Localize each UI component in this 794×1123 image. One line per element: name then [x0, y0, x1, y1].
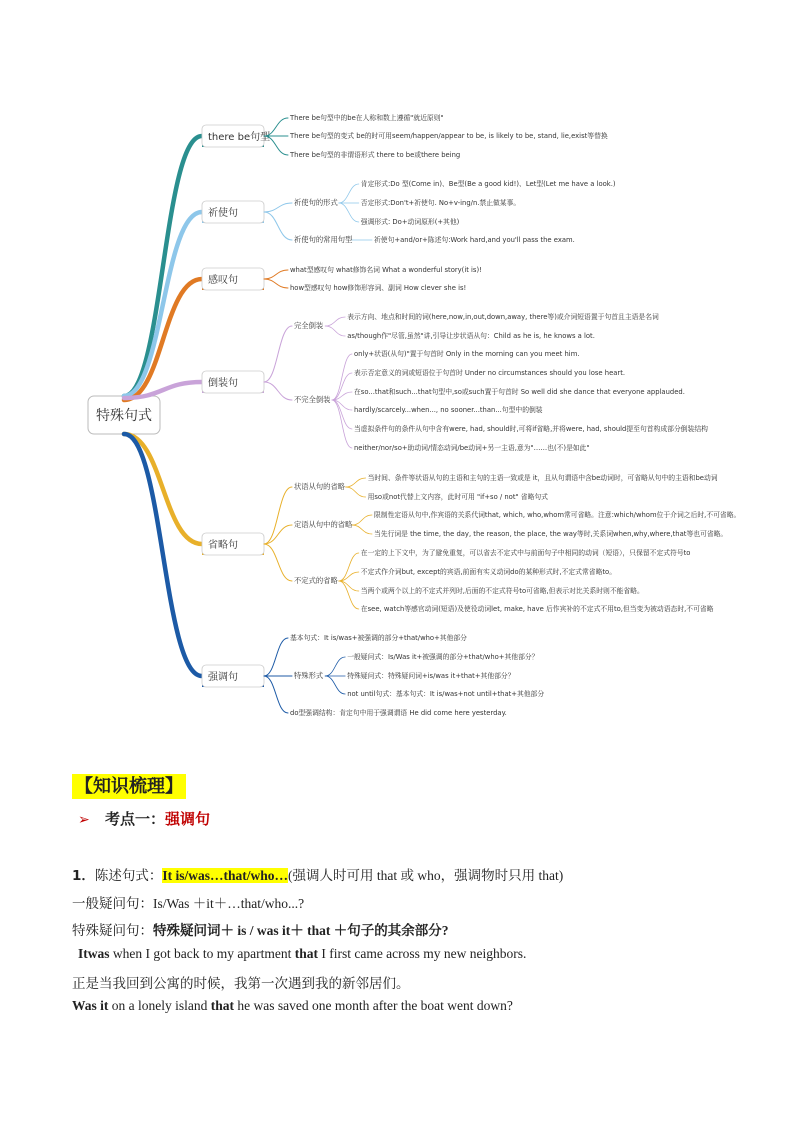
example-2-middle: on a lonely island	[108, 998, 211, 1013]
root-label: 特殊句式	[96, 408, 152, 424]
branch-label-5: 省略句	[208, 540, 238, 551]
leaf-line-6-1	[264, 638, 288, 676]
example-2-that: that	[210, 998, 234, 1013]
sub-line-4-2	[264, 382, 292, 400]
example-2-end: he was saved one month after the boat went down?	[234, 998, 513, 1013]
branch-label-4: 倒装句	[208, 378, 238, 389]
leaf-text-1-1: There be句型中的be在人称和数上遵循"就近原则"	[290, 114, 444, 122]
branch-line-1	[124, 136, 202, 396]
branch-label-1: there be句型	[208, 132, 271, 143]
sub-line-2-1	[264, 203, 292, 212]
leaf-line-5-2-1	[352, 515, 372, 525]
leaf-text-5-3-3: 当两个或两个以上的不定式并列时,后面的不定式符号to可省略,但表示对比关系时则不能省略。	[360, 587, 644, 595]
example-sentence-2	[72, 998, 513, 1014]
leaf-text-4-2-3: 在so...that和such...that句型中,so或such置于句首时 So well did she dance that everyone applauded.	[354, 388, 685, 396]
leaf-line-4-1-1	[325, 317, 345, 326]
leaf-text-4-2-5: 当虚拟条件句的条件从句中含有were, had, should时,可将if省略,并将were, had, should提至句首构成部分倒装结构	[354, 425, 708, 433]
wh-question-label: 特殊疑问句：	[72, 923, 153, 939]
wh-question-line	[72, 919, 449, 939]
example-2-was-it: Was it	[72, 998, 109, 1013]
leaf-text-4-1-2: as/though作"尽管,虽然"讲,引导让步状语从句：Child as he is, he knows a lot.	[347, 332, 595, 340]
leaf-text-3-2: how型感叹句 how修饰形容词、副词 How clever she is!	[290, 284, 467, 292]
branch-label-6: 强调句	[208, 672, 238, 683]
leaf-line-3-2	[264, 279, 288, 288]
leaf-text-6-2-2: 特殊疑问式：特殊疑问词+is/was it+that+其他部分？	[347, 672, 515, 680]
sub-node-4-2: 不完全倒装	[294, 395, 331, 404]
leaf-text-4-2-2: 表示否定意义的词或短语位于句首时 Under no circumstances should you lose heart.	[354, 369, 626, 377]
leaf-text-6-2-1: 一般疑问式：Is/Was it+被强调的部分+that/who+其他部分？	[347, 653, 539, 661]
leaf-text-5-3-1: 在一定的上下文中，为了避免重复，可以省去不定式中与前面句子中相同的动词（短语），只保留不定式符号to	[360, 549, 691, 557]
sub-line-2-2	[264, 212, 292, 240]
leaf-line-6-3	[264, 676, 288, 713]
leaf-text-3-1: what型感叹句 what修饰名词 What a wonderful story(it is)!	[290, 266, 482, 274]
branch-line-2	[124, 212, 202, 396]
leaf-line-5-1-2	[346, 487, 366, 497]
leaf-line-5-1-1	[346, 478, 366, 487]
leaf-line-3-1	[264, 270, 288, 279]
leaf-text-2-1-2: 否定形式:Don't+祈使句. No+v-ing/n.禁止做某事。	[360, 199, 521, 207]
leaf-text-1-3: There be句型的非谓语形式 there to be或there being	[290, 151, 461, 159]
example-1-was: was	[87, 946, 110, 961]
wh-question-pattern: 特殊疑问词＋ is / was it＋ that ＋句子的其余部分?	[153, 923, 449, 938]
sub-node-5-1: 状语从句的省略	[294, 482, 346, 491]
example-1-middle: when I got back to my apartment	[109, 946, 295, 961]
sub-node-4-1: 完全倒装	[294, 321, 324, 330]
leaf-line-5-3-3	[339, 581, 359, 591]
leaf-line-2-1-1	[339, 184, 359, 203]
leaf-line-2-1-3	[339, 203, 359, 222]
example-1-that: that	[294, 946, 318, 961]
kaodian-label: 考点一：	[104, 810, 165, 828]
section-heading-text: 【知识梳理】	[72, 774, 186, 799]
leaf-text-6-1: 基本句式：It is/was+被强调的部分+that/who+其他部分	[290, 634, 467, 642]
leaf-text-2-1-3: 强调形式: Do+动词原形(+其他)	[360, 218, 460, 226]
kaodian-value: 强调句	[164, 810, 210, 828]
leaf-text-6-2-3: not until句式：基本句式：It is/was+not until+that+其他部分	[347, 690, 545, 698]
leaf-text-5-2-1: 限制性定语从句中,作宾语的关系代词that, which, who,whom常可省略。注意:which/whom位于介词之后时,不可省略。	[374, 511, 741, 519]
leaf-text-4-2-4: hardly/scarcely...when..., no sooner...than...句型中的倒装	[354, 406, 543, 414]
leaf-line-6-2-1	[325, 657, 345, 676]
statement-form-line	[72, 864, 563, 884]
leaf-text-4-1-1: 表示方向、地点和时间的词(here,now,in,out,down,away, there等)或介词短语置于句首且主语是名词	[347, 313, 659, 321]
leaf-line-4-1-2	[325, 326, 345, 336]
leaf-line-4-2-6	[332, 400, 352, 448]
leaf-text-1-2: There be句型的变式 be的时可用seem/happen/appear to be, is likely to be, stand, lie,exist等替换	[290, 132, 608, 140]
example-sentence-1	[78, 946, 526, 962]
example-translation-1: 正是当我回到公寓的时候，我第一次遇到我的新邻居们。	[72, 976, 410, 992]
item-number: 1．	[72, 868, 95, 884]
sub-node-2-1: 祈使句的形式	[294, 198, 338, 207]
kaodian-heading	[72, 808, 752, 829]
leaf-text-5-3-4: 在see, watch等感官动词(短语)及使役动词let, make, have 后作宾补的不定式不用to,但当变为被动语态时,不可省略	[360, 605, 714, 613]
leaf-line-5-3-4	[339, 581, 359, 609]
leaf-text-4-2-6: neither/nor/so+助动词/情态动词/be动词+另一主语,意为"……也(不)是如此"	[354, 444, 590, 452]
yes-no-question-label: 一般疑问句：	[72, 896, 153, 912]
statement-form-note: (强调人时可用 that 或 who，强调物时只用 that)	[288, 868, 564, 883]
sub-line-5-2	[264, 525, 292, 544]
sub-line-4-1	[264, 326, 292, 382]
leaf-text-5-2-2: 当先行词是 the time, the day, the reason, the place, the way等时,关系词when,why,where,that等也可省略。	[374, 530, 728, 538]
sub-node-5-3: 不定式的省略	[294, 576, 338, 585]
leaf-line-5-2-2	[352, 525, 372, 534]
leaf-text-2-2-1: 祈使句+and/or+陈述句:Work hard,and you'll pass the exam.	[374, 236, 575, 244]
sub-line-5-3	[264, 544, 292, 581]
yes-no-question-line	[72, 892, 304, 912]
example-1-end: I first came across my new neighbors.	[317, 946, 527, 961]
leaf-text-5-1-1: 当时间、条件等状语从句的主语和主句的主语一致或是 it，且从句谓语中含be动词时，可省略从句中的主语和be动词	[367, 474, 718, 482]
leaf-text-6-3: do型强调结构：肯定句中用于强调谓语 He did come here yesterday.	[290, 709, 507, 717]
statement-form-pattern: It is/was…that/who…	[162, 868, 289, 883]
example-1-it: It	[78, 946, 88, 961]
yes-no-question-pattern: Is/Was ＋it＋…that/who...?	[153, 896, 305, 911]
branch-line-6	[124, 434, 202, 676]
arrow-icon: ➢	[78, 812, 90, 828]
leaf-text-5-3-2: 不定式作介词but, except的宾语,前面有实义动词do的某种形式时,不定式常省略to。	[360, 568, 617, 576]
leaf-text-2-1-1: 肯定形式:Do 型(Come in)、Be型(Be a good kid!)、Let型(Let me have a look.)	[360, 180, 616, 188]
statement-form-label: 陈述句式：	[94, 868, 163, 884]
sub-node-2-2: 祈使句的常用句型	[294, 235, 353, 244]
branch-line-5	[124, 434, 202, 544]
leaf-line-4-2-1	[332, 354, 352, 400]
leaf-text-4-2-1: only+状语(从句)"置于句首时 Only in the morning can you meet him.	[354, 350, 580, 358]
sub-node-5-2: 定语从句中的省略	[294, 520, 353, 529]
sub-node-6-2: 特殊形式	[294, 671, 324, 680]
leaf-line-6-2-3	[325, 676, 345, 694]
leaf-text-5-1-2: 用so或not代替上文内容，此时可用 "if+so / not" 省略句式	[367, 493, 548, 501]
branch-label-2: 祈使句	[208, 208, 238, 219]
section-heading	[72, 772, 752, 798]
sub-line-5-1	[264, 487, 292, 544]
branch-label-3: 感叹句	[208, 275, 238, 286]
